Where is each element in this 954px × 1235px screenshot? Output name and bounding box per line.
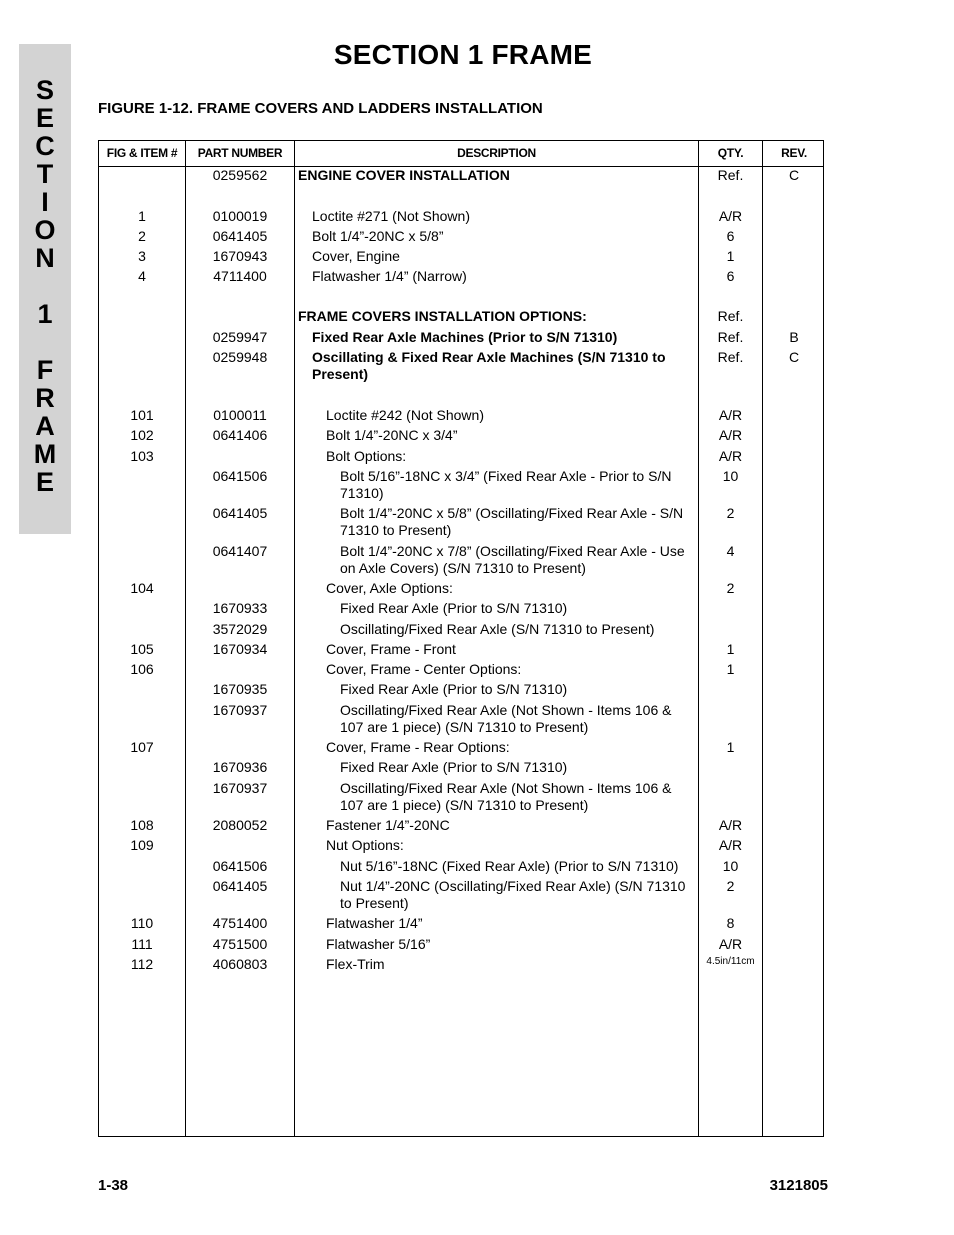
- description-cell: Fixed Rear Axle (Prior to S/N 71310): [340, 681, 568, 697]
- fig-item-cell: 102: [130, 427, 154, 443]
- fig-item-cell: 104: [130, 580, 154, 596]
- part-number-cell: 1670937: [212, 702, 268, 718]
- side-tab-letter: 1: [37, 299, 53, 329]
- fig-item-cell: 1: [138, 208, 146, 224]
- part-number-cell: 0259948: [212, 349, 268, 365]
- page-title: SECTION 1 FRAME: [333, 39, 593, 70]
- description-cell: Bolt 1/4”-20NC x 5/8”: [312, 228, 444, 244]
- part-number-cell: 1670933: [212, 600, 268, 616]
- description-cell: Flex-Trim: [326, 956, 385, 972]
- description-cell: Fixed Rear Axle Machines (Prior to S/N 71310): [312, 329, 618, 345]
- fig-item-cell: 101: [130, 407, 154, 423]
- part-number-cell: 0641405: [212, 878, 268, 894]
- qty-cell: A/R: [718, 837, 743, 853]
- description-cell: Nut 5/16”-18NC (Fixed Rear Axle) (Prior to S/N 71310): [340, 858, 679, 874]
- part-number-cell: 0641405: [212, 228, 268, 244]
- part-number-cell: 1670935: [212, 681, 268, 697]
- section-side-tab: [19, 44, 71, 534]
- description-cell: Loctite #271 (Not Shown): [312, 208, 470, 224]
- description-cell: Cover, Frame - Rear Options:: [326, 739, 510, 755]
- side-tab-letter: O: [34, 215, 56, 245]
- fig-item-cell: 2: [138, 228, 146, 244]
- qty-cell: A/R: [718, 407, 743, 423]
- description-cell: Flatwasher 1/4”: [326, 915, 423, 931]
- side-tab-letter: C: [35, 131, 55, 161]
- fig-item-cell: 4: [138, 268, 146, 284]
- side-tab-letter: E: [35, 467, 54, 497]
- qty-cell: A/R: [718, 208, 743, 224]
- qty-cell: A/R: [718, 448, 743, 464]
- part-number-cell: 4751400: [212, 915, 268, 931]
- description-cell: Flatwasher 1/4” (Narrow): [312, 268, 467, 284]
- fig-item-cell: 103: [130, 448, 154, 464]
- qty-cell: 4: [726, 543, 735, 559]
- qty-cell: A/R: [718, 427, 743, 443]
- description-cell: Oscillating & Fixed Rear Axle Machines (S/N 71310 to Present): [312, 349, 666, 382]
- side-tab-letter: N: [35, 243, 55, 273]
- description-cell: Oscillating/Fixed Rear Axle (S/N 71310 to Present): [340, 621, 655, 637]
- description-cell: Loctite #242 (Not Shown): [326, 407, 484, 423]
- header-part-number: PART NUMBER: [197, 146, 283, 160]
- description-cell: Cover, Axle Options:: [326, 580, 453, 596]
- side-tab-letter: E: [35, 103, 54, 133]
- part-number-cell: 3572029: [212, 621, 268, 637]
- fig-item-cell: 109: [130, 837, 154, 853]
- description-cell: Oscillating/Fixed Rear Axle (Not Shown - Items 106 & 107 are 1 piece) (S/N 71310 to Present): [340, 780, 672, 813]
- side-tab-letter: I: [41, 187, 49, 217]
- part-number-cell: 0100019: [212, 208, 268, 224]
- description-cell: Nut 1/4”-20NC (Oscillating/Fixed Rear Axle) (S/N 71310 to Present): [340, 878, 686, 911]
- qty-cell: 10: [722, 468, 739, 484]
- fig-item-cell: 3: [138, 248, 146, 264]
- qty-cell: Ref.: [717, 308, 744, 324]
- description-cell: Cover, Frame - Front: [326, 641, 456, 657]
- rev-cell: C: [788, 349, 800, 365]
- qty-cell: 8: [726, 915, 735, 931]
- page-number: 1-38: [98, 1177, 129, 1194]
- description-cell: Fastener 1/4”-20NC: [326, 817, 450, 833]
- qty-cell: A/R: [718, 936, 743, 952]
- parts-table: [98, 140, 824, 1137]
- fig-item-cell: 107: [130, 739, 154, 755]
- fig-item-cell: 110: [130, 915, 154, 931]
- description-cell: Bolt 5/16”-18NC x 3/4” (Fixed Rear Axle - Prior to S/N 71310): [340, 468, 672, 501]
- part-number-cell: 4751500: [212, 936, 268, 952]
- rev-cell: B: [789, 329, 799, 345]
- qty-cell: Ref.: [717, 349, 744, 365]
- column-divider: [294, 141, 295, 1136]
- side-tab-letter: M: [33, 439, 57, 469]
- part-number-cell: 0641506: [212, 468, 268, 484]
- description-cell: FRAME COVERS INSTALLATION OPTIONS:: [298, 308, 587, 324]
- qty-cell: 1: [726, 661, 735, 677]
- header-description: DESCRIPTION: [457, 146, 536, 160]
- side-tab-letter: T: [36, 159, 54, 189]
- description-cell: Fixed Rear Axle (Prior to S/N 71310): [340, 759, 568, 775]
- fig-item-cell: 112: [130, 956, 154, 972]
- fig-item-cell: 105: [130, 641, 154, 657]
- part-number-cell: 4711400: [213, 268, 267, 284]
- part-number-cell: 0641506: [212, 858, 268, 874]
- qty-cell: Ref.: [717, 167, 744, 183]
- qty-cell: 2: [726, 878, 735, 894]
- qty-cell: 2: [726, 505, 735, 521]
- part-number-cell: 1670936: [212, 759, 268, 775]
- fig-item-cell: 106: [130, 661, 154, 677]
- part-number-cell: 0259562: [212, 167, 268, 183]
- description-cell: Bolt 1/4”-20NC x 5/8” (Oscillating/Fixed Rear Axle - S/N 71310 to Present): [340, 505, 684, 538]
- fig-item-cell: 111: [131, 936, 153, 952]
- description-cell: Nut Options:: [326, 837, 404, 853]
- part-number-cell: 1670943: [212, 248, 268, 264]
- qty-cell: 6: [726, 268, 735, 284]
- header-qty: QTY.: [717, 146, 744, 160]
- part-number-cell: 1670934: [212, 641, 268, 657]
- document-number: 3121805: [769, 1177, 828, 1194]
- column-divider: [698, 141, 699, 1136]
- part-number-cell: 0641406: [212, 427, 268, 443]
- side-tab-letter: R: [35, 383, 55, 413]
- qty-cell: Ref.: [717, 329, 744, 345]
- description-cell: Cover, Engine: [312, 248, 400, 264]
- qty-cell: 4.5in/11cm: [706, 956, 755, 967]
- description-cell: Cover, Frame - Center Options:: [326, 661, 522, 677]
- description-cell: Bolt 1/4”-20NC x 7/8” (Oscillating/Fixed Rear Axle - Use on Axle Covers) (S/N 71310 to Present): [340, 543, 685, 576]
- header-fig-item: FIG & ITEM #: [106, 146, 178, 160]
- qty-cell: 1: [726, 641, 735, 657]
- side-tab-letter: S: [35, 75, 54, 105]
- part-number-cell: 0259947: [212, 329, 268, 345]
- qty-cell: 1: [726, 248, 735, 264]
- fig-item-cell: 108: [130, 817, 154, 833]
- part-number-cell: 4060803: [212, 956, 268, 972]
- description-cell: Bolt 1/4”-20NC x 3/4”: [326, 427, 458, 443]
- description-cell: Oscillating/Fixed Rear Axle (Not Shown - Items 106 & 107 are 1 piece) (S/N 71310 to Present): [340, 702, 672, 735]
- qty-cell: 6: [726, 228, 735, 244]
- part-number-cell: 0641407: [212, 543, 268, 559]
- header-rev: REV.: [781, 146, 807, 160]
- column-divider: [762, 141, 763, 1136]
- qty-cell: 10: [722, 858, 739, 874]
- part-number-cell: 1670937: [212, 780, 268, 796]
- description-cell: Flatwasher 5/16”: [326, 936, 431, 952]
- rev-cell: C: [788, 167, 800, 183]
- description-cell: Bolt Options:: [326, 448, 407, 464]
- side-tab-letter: A: [35, 411, 55, 441]
- qty-cell: A/R: [718, 817, 743, 833]
- qty-cell: 2: [726, 580, 735, 596]
- description-cell: ENGINE COVER INSTALLATION: [298, 167, 510, 183]
- part-number-cell: 0100011: [213, 407, 267, 423]
- description-cell: Fixed Rear Axle (Prior to S/N 71310): [340, 600, 568, 616]
- side-tab-letter: F: [36, 355, 54, 385]
- column-divider: [185, 141, 186, 1136]
- qty-cell: 1: [726, 739, 735, 755]
- figure-title: FIGURE 1-12. FRAME COVERS AND LADDERS INSTALLATION: [98, 100, 543, 117]
- part-number-cell: 2080052: [212, 817, 268, 833]
- part-number-cell: 0641405: [212, 505, 268, 521]
